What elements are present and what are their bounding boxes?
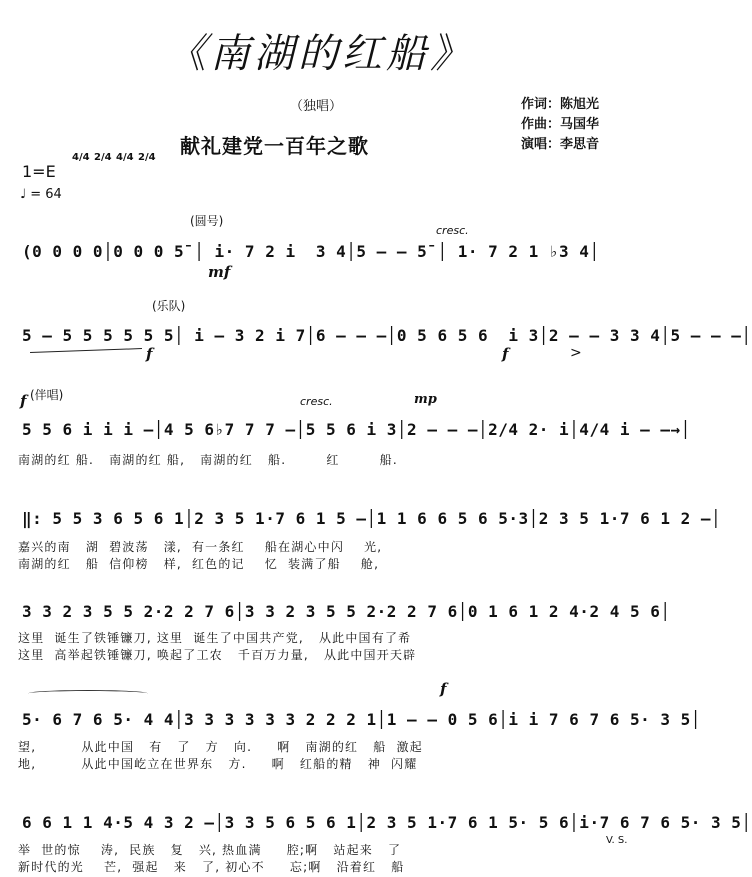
- lyric-line-7: 地, 从此中国屹立在世界东 方. 啊 红船的精 神 闪耀: [18, 757, 418, 771]
- lyric-line-8: 举 世的惊 涛, 民族 复 兴, 热血满 腔;啊 站起来 了: [18, 843, 402, 857]
- dynamic-f-4: f: [440, 680, 447, 698]
- lyric-line-5: 这里 高举起铁锤镰刀, 唤起了工农 千百万力量, 从此中国开天辟: [18, 648, 417, 662]
- band-label: (乐队): [152, 299, 186, 313]
- key-signature: 1=E: [22, 162, 56, 181]
- lyricist-credit: 作词：陈旭光: [521, 97, 600, 112]
- meter-4: 2/4: [138, 152, 156, 163]
- accent-mark: >: [570, 345, 582, 361]
- meter-2: 2/4: [94, 152, 112, 163]
- composer-credit: 作曲：马国华: [521, 117, 600, 132]
- lyric-line-9: 新时代的光 芒, 强起 来 了, 初心不 忘;啊 沿着红 船: [18, 860, 405, 874]
- score-line-7: 6 6 1 1 4·5 4 3 2 —│3 3 5 6 5 6 1│2 3 5 1·7 6 1 5· 5 6│i·7 6 7 6 5· 3 5│: [22, 813, 752, 832]
- lyric-line-6: 望, 从此中国 有 了 方 向. 啊 南湖的红 船 激起: [18, 740, 423, 754]
- lyric-line-2: 嘉兴的南 湖 碧波荡 漾, 有一条红 船在湖心中闪 光,: [18, 540, 383, 554]
- song-title: 《南湖的红船》: [166, 31, 474, 77]
- crescendo-hairpin-1: [30, 348, 142, 353]
- lyric-line-3: 南湖的红 船 信仰榜 样, 红色的记 忆 装满了船 舱,: [18, 557, 380, 571]
- main-heading: 献礼建党一百年之歌: [180, 134, 369, 158]
- dynamic-f-2: f: [502, 345, 509, 363]
- singer-credit: 演唱：李思音: [521, 137, 600, 152]
- score-line-6: 5· 6 7 6 5· 4 4│3 3 3 3 3 3 2 2 2 1│1 — — 0 5 6│i i 7 6 7 6 5· 3 5│: [22, 710, 701, 729]
- tempo-marking: ♩ = 64: [20, 187, 62, 202]
- score-line-1: (0 0 0 0│0 0 0 5̄ │ i· 7 2 i 3 4│5 — — 5̄ │ 1· 7 2 1 ♭3 4│: [22, 242, 600, 261]
- score-line-3: 5 5 6 i i i —│4 5 6♭7 7 7 —│5 5 6 i 3│2 — — —│2/4 2· i│4/4 i — —→│: [22, 420, 691, 439]
- song-subtitle: （独唱）: [290, 99, 343, 114]
- score-line-5: 3 3 2 3 5 5 2·2 2 7 6│3 3 2 3 5 5 2·2 2 7 6│0 1 6 1 2 4·2 4 5 6│: [22, 602, 671, 621]
- volti-subito-mark: V. S.: [606, 835, 628, 846]
- lyric-line-4: 这里 诞生了铁锤镰刀, 这里 诞生了中国共产党, 从此中国有了希: [18, 631, 412, 645]
- score-line-4: ‖: 5 5 3 6 5 6 1│2 3 5 1·7 6 1 5 —│1 1 6 6 5 6 5·3│2 3 5 1·7 6 1 2 —│: [22, 509, 722, 528]
- cresc-mark-2: cresc.: [300, 395, 333, 408]
- score-line-2: 5 — 5 5 5 5 5 5│ i — 3 2 i 7│6 — — —│0 5 6 5 6 i 3│2 — — 3 3 4│5 — — —│: [22, 326, 752, 345]
- meter-3: 4/4: [116, 152, 134, 163]
- lyric-line-1: 南湖的红 船. 南湖的红 船, 南湖的红 船. 红 船.: [18, 453, 398, 467]
- meter-1: 4/4: [72, 152, 90, 163]
- chorus-label: (伴唱): [30, 388, 64, 402]
- phrase-slur: [28, 690, 148, 697]
- cresc-mark-1: cresc.: [436, 224, 469, 237]
- dynamic-mp: mp: [414, 392, 437, 407]
- horn-label: (圆号): [190, 214, 224, 228]
- dynamic-f-1: f: [146, 345, 153, 363]
- dynamic-f-3: f: [20, 392, 27, 410]
- dynamic-mf: mf: [208, 263, 231, 281]
